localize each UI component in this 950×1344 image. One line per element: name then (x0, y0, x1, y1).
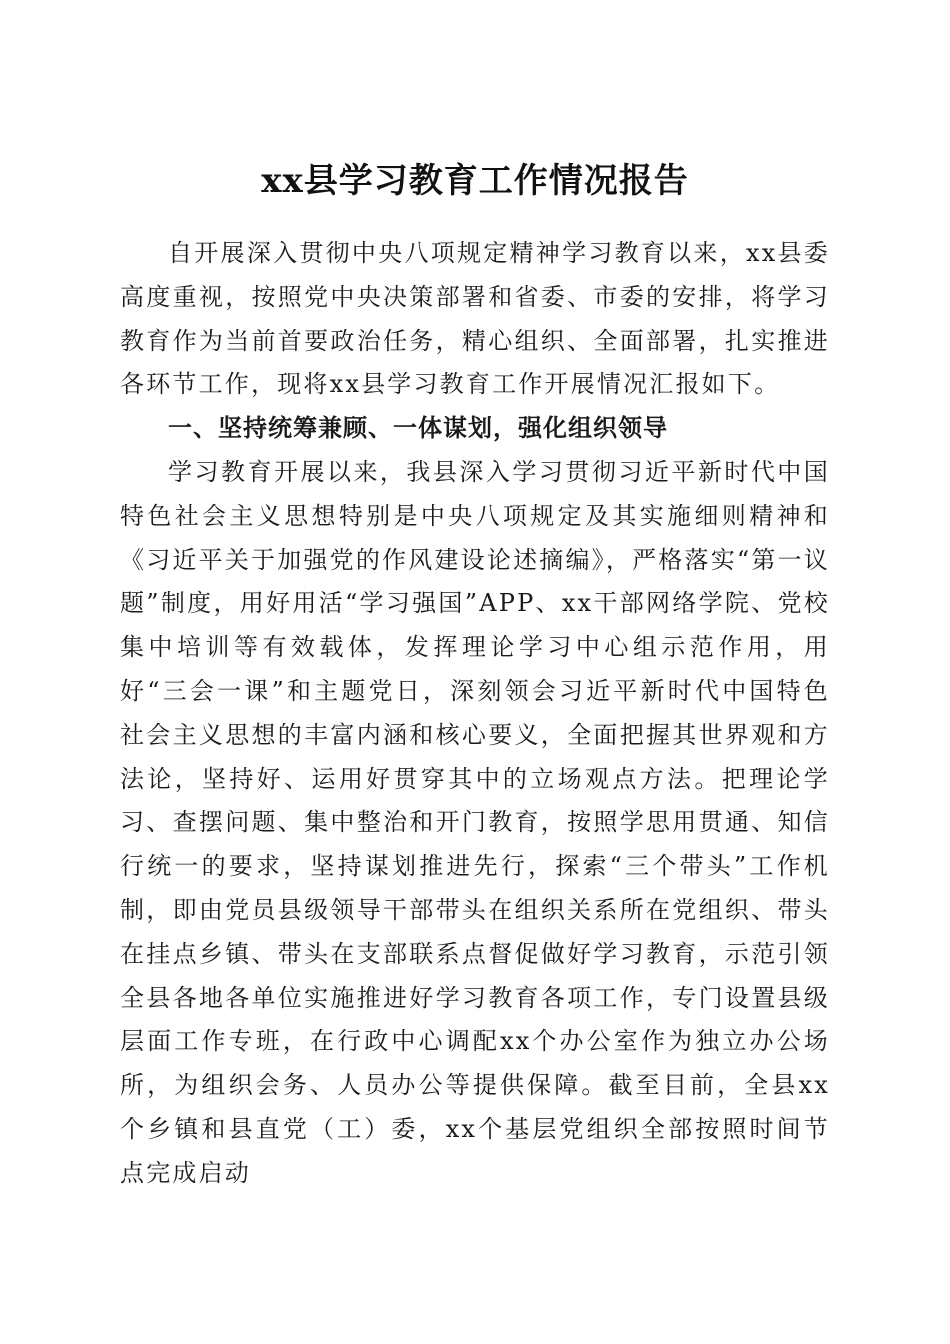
section-paragraph: 学习教育开展以来，我县深入学习贯彻习近平新时代中国特色社会主义思想特别是中央八项规定及其实施细则精神和《习近平关于加强党的作风建设论述摘编》，严格落实“第一议题”制度，用好用活“学习强国”APP、xx干部网络学院、党校集中培训等有效载体，发挥理论学习中心组示范作用，用好“三会一课”和主题党日，深刻领会习近平新时代中国特色社会主义思想的丰富内涵和核心要义，全面把握其世界观和方法论，坚持好、运用好贯穿其中的立场观点方法。把理论学习、查摆问题、集中整治和开门教育，按照学思用贯通、知信行统一的要求，坚持谋划推进先行，探索“三个带头”工作机制，即由党员县级领导干部带头在组织关系所在党组织、带头在挂点乡镇、带头在支部联系点督促做好学习教育，示范引领全县各地各单位实施推进好学习教育各项工作，专门设置县级层面工作专班，在行政中心调配xx个办公室作为独立办公场所，为组织会务、人员办公等提供保障。截至目前，全县xx个乡镇和县直党（工）委，xx个基层党组织全部按照时间节点完成启动 (120, 457, 830, 1187)
section-heading: 一、坚持统筹兼顾、一体谋划，强化组织领导 (168, 414, 668, 443)
document-body (120, 232, 830, 1196)
document-title: xx县学习教育工作情况报告 (261, 160, 689, 201)
intro-paragraph: 自开展深入贯彻中央八项规定精神学习教育以来，xx县委高度重视，按照党中央决策部署和省委、市委的安排，将学习教育作为当前首要政治任务，精心组织、全面部署，扎实推进各环节工作，现将xx县学习教育工作开展情况汇报如下。 (120, 239, 830, 399)
